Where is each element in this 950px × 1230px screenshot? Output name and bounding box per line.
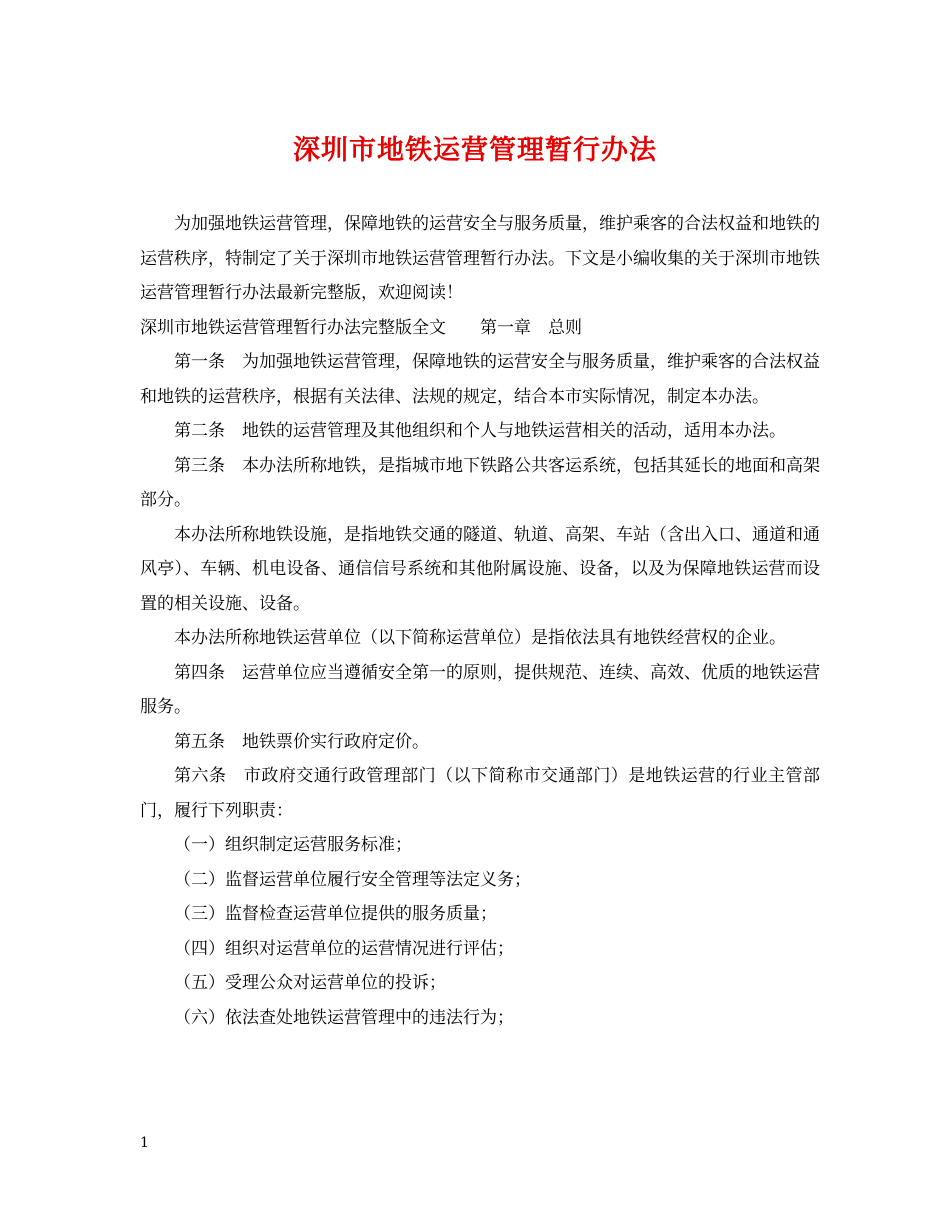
article-6-paragraph: 第六条 市政府交通行政管理部门（以下简称市交通部门）是地铁运营的行业主管部门，履行下列职责：: [140, 766, 820, 821]
article-3-paragraph: 第三条 本办法所称地铁，是指城市地下铁路公共客运系统，包括其延长的地面和高架部分。: [140, 455, 820, 510]
intro-paragraph: 为加强地铁运营管理，保障地铁的运营安全与服务质量，维护乘客的合法权益和地铁的运营秩序，特制定了关于深圳市地铁运营管理暂行办法。下文是小编收集的关于深圳市地铁运营管理暂行办法最新完整版，欢迎阅读！: [140, 214, 820, 303]
operator-definition-paragraph: 本办法所称地铁运营单位（以下简称运营单位）是指依法具有地铁经营权的企业。: [174, 628, 786, 648]
duty-item: （五）受理公众对运营单位的投诉；: [174, 973, 446, 993]
document-title: 深圳市地铁运营管理暂行办法: [293, 135, 657, 166]
article-2-paragraph: 第二条 地铁的运营管理及其他组织和个人与地铁运营相关的活动，适用本办法。: [174, 421, 786, 441]
facilities-definition-paragraph: 本办法所称地铁设施，是指地铁交通的隧道、轨道、高架、车站（含出入口、通道和通风亭）、车辆、机电设备、通信信号系统和其他附属设施、设备，以及为保障地铁运营而设置的相关设施、设备。: [140, 524, 820, 614]
duty-item: （六）依法查处地铁运营管理中的违法行为；: [174, 1007, 514, 1028]
article-4-paragraph: 第四条 运营单位应当遵循安全第一的原则，提供规范、连续、高效、优质的地铁运营服务。: [140, 662, 820, 717]
page-number: 1: [140, 1135, 149, 1151]
article-1-paragraph: 第一条 为加强地铁运营管理，保障地铁的运营安全与服务质量，维护乘客的合法权益和地铁的运营秩序，根据有关法律、法规的规定，结合本市实际情况，制定本办法。: [140, 352, 820, 407]
article-5-paragraph: 第五条 地铁票价实行政府定价。: [174, 731, 429, 752]
document-body: [140, 207, 820, 1035]
duty-item: （一）组织制定运营服务标准；: [174, 835, 412, 855]
duty-item: （三）监督检查运营单位提供的服务质量；: [174, 904, 497, 924]
duty-item: （二）监督运营单位履行安全管理等法定义务；: [174, 869, 531, 890]
chapter-heading-line: 深圳市地铁运营管理暂行办法完整版全文 第一章 总则: [140, 317, 582, 338]
duty-item: （四）组织对运营单位的运营情况进行评估；: [174, 938, 514, 959]
